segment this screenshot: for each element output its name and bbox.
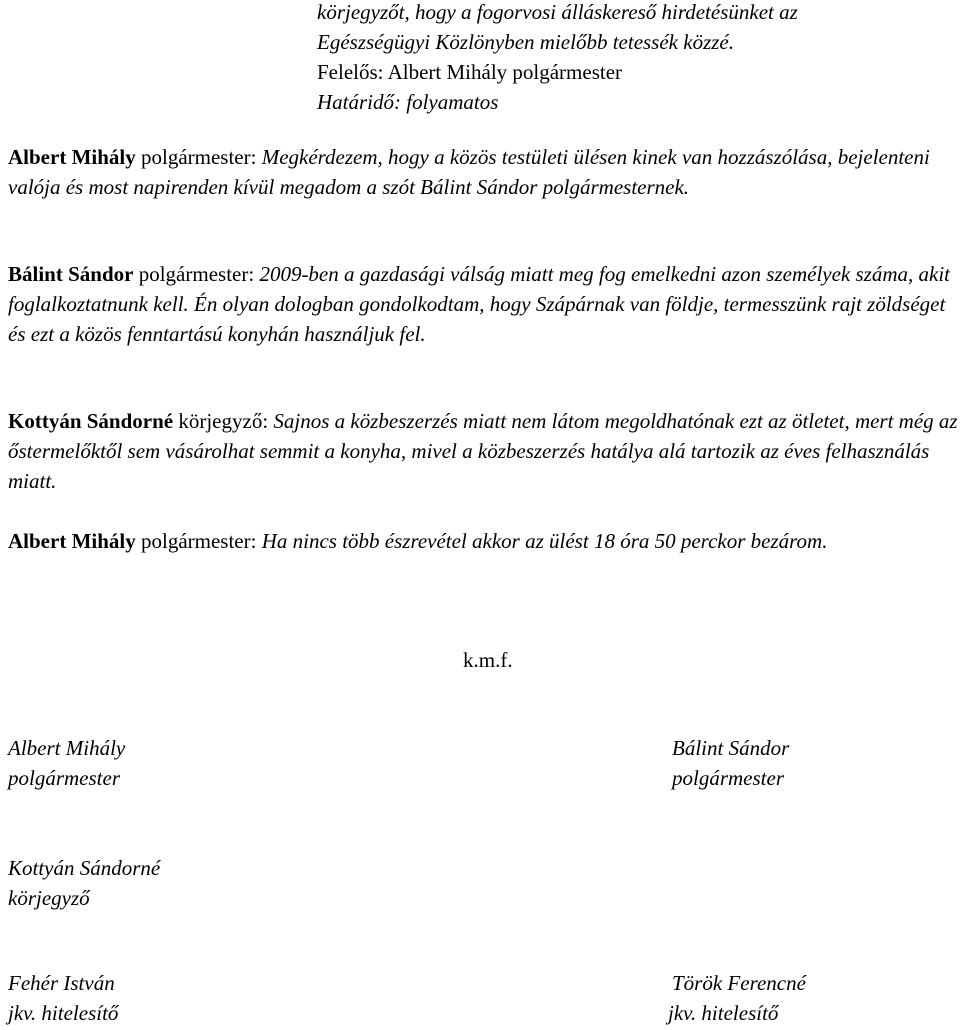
- signatory-name: Fehér István: [8, 971, 115, 995]
- statement-paragraph: [8, 259, 958, 349]
- signatory-title: polgármester: [8, 766, 120, 790]
- signatory-title: jkv. hitelesítő: [8, 1001, 119, 1025]
- speech-text: 2009-ben a gazdasági válság miatt meg fog emelkedni azon személyek száma, akit foglalkoztatnunk kell. Én olyan dologban gondolkodtam, hogy Szápárnak van földje, termesszünk rajt zöldséget és ezt a közös fenntartású konyhán használjuk fel.: [8, 262, 950, 346]
- signatory-title: körjegyző: [8, 886, 90, 910]
- statement-paragraph: [8, 142, 958, 202]
- signatory-name: Kottyán Sándorné: [8, 856, 161, 880]
- statement-paragraph: [8, 406, 958, 496]
- speech-text: Megkérdezem, hogy a közös testületi ülésen kinek van hozzászólása, bejelenteni valója és most napirenden kívül megadom a szót Bálint Sándor polgármesternek.: [8, 145, 930, 199]
- speaker-name: Albert Mihály: [8, 529, 136, 553]
- signatory-title: jkv. hitelesítő: [668, 1001, 779, 1025]
- speaker-role: polgármester:: [135, 529, 257, 553]
- speech-text: Sajnos a közbeszerzés miatt nem látom megoldhatónak ezt az ötletet, mert még az őstermelőktől sem vásárolhat semmit a konyha, mivel a közbeszerzés hatálya alá tartozik az éves felhasználás miatt.: [8, 409, 958, 493]
- signatory-name: Bálint Sándor: [672, 736, 790, 760]
- speaker-name: Kottyán Sándorné: [8, 409, 174, 433]
- statement-paragraph: [8, 526, 958, 556]
- signature-block-verifier-1: [8, 968, 118, 1028]
- kmf-label: k.m.f.: [463, 648, 513, 672]
- deadline-line: Határidő: folyamatos: [317, 90, 499, 114]
- resolution-block: [317, 0, 957, 117]
- signatory-name: Albert Mihály: [8, 736, 126, 760]
- signature-block-verifier-2: [668, 968, 806, 1028]
- speech-text: Ha nincs több észrevétel akkor az ülést 18 óra 50 perckor bezárom.: [256, 529, 828, 553]
- signatory-name: Török Ferencné: [672, 971, 806, 995]
- signature-block-mayor-2: [672, 733, 789, 793]
- signatory-title: polgármester: [672, 766, 784, 790]
- resolution-line-2: Egészségügyi Közlönyben mielőbb tetessék közzé.: [317, 30, 734, 54]
- speaker-name: Albert Mihály: [8, 145, 136, 169]
- signature-block-notary: [8, 853, 160, 913]
- resolution-line-1: körjegyzőt, hogy a fogorvosi álláskereső hirdetésünket az: [317, 0, 798, 24]
- signature-block-mayor-1: [8, 733, 125, 793]
- speaker-role: körjegyző:: [173, 409, 269, 433]
- responsible-line: Felelős: Albert Mihály polgármester: [317, 60, 623, 84]
- speaker-role: polgármester:: [133, 262, 255, 286]
- speaker-role: polgármester:: [135, 145, 257, 169]
- speaker-name: Bálint Sándor: [8, 262, 134, 286]
